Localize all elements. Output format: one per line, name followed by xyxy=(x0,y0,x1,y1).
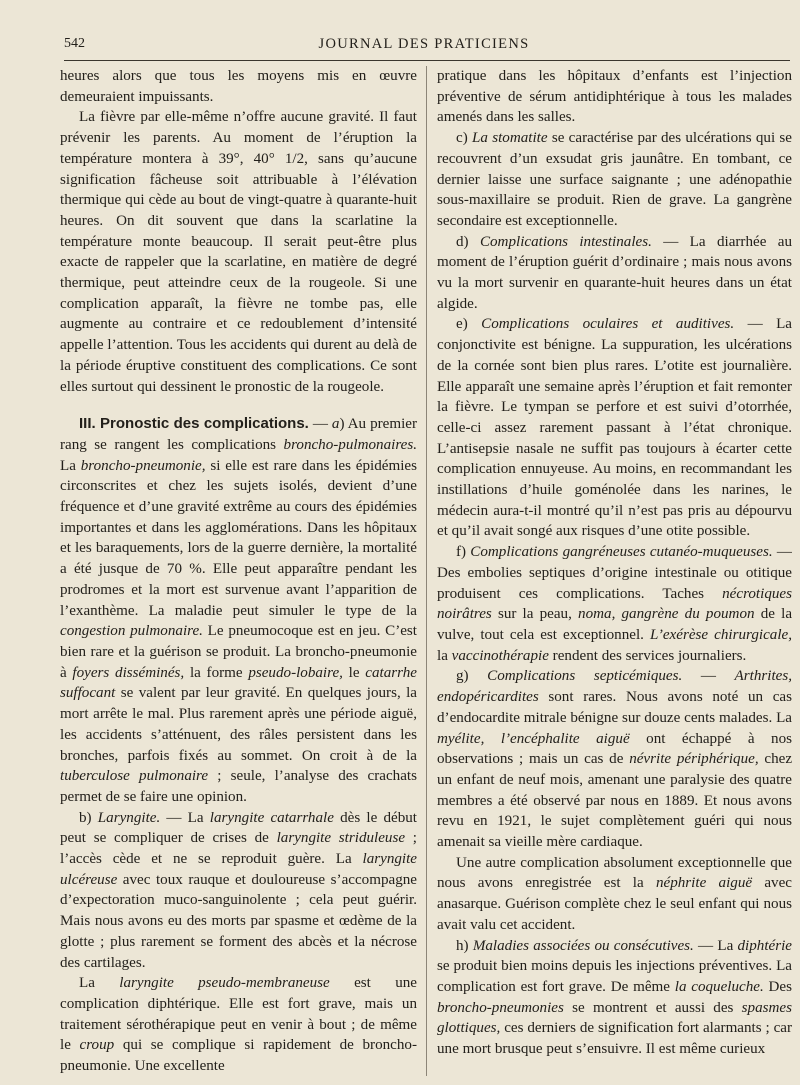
paragraph-fever: La fièvre par elle-même n’offre aucune gravité. Il faut prévenir les parents. Au moment de l’éruption la température montera à 39°, 40° 1/2, sans qu’aucune signification fâcheuse soit attribuable à l’élévation thermique qui cède au bout de vingt-quatre à quarante-huit heures. On dit souvent que dans la scarlatine la température monte beaucoup. Il serait peut-être plus exacte de rappeler que la scarlatine, en matière de degré thermique, peut atteindre ceux de la rougeole. Si une complication apparaît, la fièvre ne tombe pas, elle augmente au contraire et ce redoublement d’intensité appelle l’attention. Tous les accidents qui durent au delà de la période éruptive constituent des complications. Ce sont elles surtout qui dessinent le pronostic de la rougeole. xyxy=(60,109,417,395)
paragraph-nephritis: Une autre complication absolument exceptionnelle que nous avons enregistrée est la néphrite aiguë avec anasarque. Guérison complète chez le seul enfant qui nous avait valu cet accident. xyxy=(437,854,792,933)
page-number: 542 xyxy=(64,36,85,51)
paragraph-prognosis: III. Pronostic des complications. — a) Au premier rang se rangent les complications broncho-pulmonaires. La broncho-pneumonie, si elle est rare dans les épidémies circonscrites et chez les sujets isolés, devient d’une fréquence et d’une gravité extrême au cours des épidémies importantes et dans les agglomérations. Dans les hôpitaux et les baraquements, lors de la guerre dernière, la mortalité a été jusque de 70 %. Elle peut apparaître pendant les prodromes et la mort est survenue avant l’apparition de l’exanthème. La maladie peut simuler le type de la congestion pulmonaire. Le pneumocoque est en jeu. C’est bien rare et la guérison se produit. La broncho-pneumonie à foyers disséminés, la forme pseudo-lobaire, le catarrhe suffocant se valent par leur gravité. En quelques jours, la mort arrête le mal. Plus rarement après une période aiguë, les accidents s’atténuent, des râles persistent dans les bronches, parfois fixés au sommet. On croit à de la tuberculose pulmonaire ; seule, l’analyse des crachats permet de se faire une opinion. xyxy=(60,415,417,805)
paragraph-gangrenous: f) Complications gangréneuses cutanéo-muqueuses. — Des embolies septiques d’origine intestinale ou otitique produisent ces complications. Taches nécrotiques noirâtres sur la peau, noma, gangrène du poumon de la vulve, tout cela est exceptionnel. L’exérèse chirurgicale, la vaccinothérapie rendent des services journaliers. xyxy=(437,544,792,664)
paragraph-laryngitis: b) Laryngite. — La laryngite catarrhale dès le début peut se compliquer de crises de laryngite striduleuse ; l’accès cède et ne se reproduit guère. La laryngite ulcéreuse avec toux rauque et douloureuse s’accompagne d’expectoration muco-sanguinolente ; cela peut guérir. Mais nous avons eu des morts par spasme et œdème de la glotte ; plus rarement se forment des abcès et la nécrose des cartilages. xyxy=(60,809,417,971)
paragraph-ocular-auditory: e) Complications oculaires et auditives. — La conjonctivite est bénigne. La suppuration, les ulcérations de la cornée sont bien plus rares. L’otite est journalière. Elle apparaît une semaine après l’éruption et fait remonter la fièvre. Le tympan se perfore et est suivi d’otorrhée, celle-ci assez rarement passant à l’état chronique. L’antisepsie nasale ne suffit pas toujours à écarter cette complication ennuyeuse. Au moins, en recommandant les instillations d’huile goménolée dans les narines, le médecin aura-t-il montré qu’il n’est pas pris au dépourvu et qu’il avait songé aux risques d’une otite possible. xyxy=(437,316,792,540)
left-column xyxy=(60,66,417,1075)
right-column xyxy=(437,66,792,1075)
paragraph-pseudo-membranous: La laryngite pseudo-membraneuse est une complication diphtérique. Elle est fort grave, mais un traitement sérothérapique peut en venir à bout ; de même le croup qui se complique si rapidement de broncho-pneumonie. Une excellente xyxy=(60,975,417,1075)
column-divider xyxy=(426,66,427,1076)
running-title: JOURNAL DES PRATICIENS xyxy=(318,36,530,52)
paragraph-continued: pratique dans les hôpitaux d’enfants est l’injection préventive de sérum antidiphtérique à tous les malades amenés dans les salles. xyxy=(437,68,792,126)
paragraph-intestinal: d) Complications intestinales. — La diarrhée au moment de l’éruption guérit d’ordinaire ; mais nous avons vu la mort survenir en quarante-huit heures dans un état algide. xyxy=(437,233,792,312)
paragraph-continued: heures alors que tous les moyens mis en œuvre demeuraient impuissants. xyxy=(60,68,417,105)
paragraph-septicemic: g) Complications septicémiques. — Arthrites, endopéricardites sont rares. Nous avons noté un cas d’endocardite mitrale bénigne sur douze cents malades. La myélite, l’encéphalite aiguë ont échappé à nos observations ; mais un cas de névrite périphérique, chez un enfant de neuf mois, amenant une paralysie des quatre membres a été observé par nous en 1889. Et nous avons revu en 1921, le sujet complètement guéri qui nous amenait sa vieille mère cardiaque. xyxy=(437,668,792,851)
running-header xyxy=(64,36,784,58)
section-heading: III. Pronostic des complications. xyxy=(79,415,309,433)
header-rule xyxy=(64,60,790,61)
paragraph-stomatitis: c) La stomatite se caractérise par des ulcérations qui se recouvrent d’un exsudat gris jaunâtre. En tombant, ce dernier laisse une surface saignante ; une adénopathie sous-maxillaire se produit. Rien de grave. La gangrène secondaire est exceptionnelle. xyxy=(437,130,792,229)
paragraph-associated-diseases: h) Maladies associées ou consécutives. — La diphtérie se produit bien moins depuis les injections préventives. La complication est fort grave. De même la coqueluche. Des broncho-pneumonies se montrent et aussi des spasmes glottiques, ces derniers de signification fort alarmants ; car une mort brusque peut s’ensuivre. Il est même curieux xyxy=(437,937,792,1058)
